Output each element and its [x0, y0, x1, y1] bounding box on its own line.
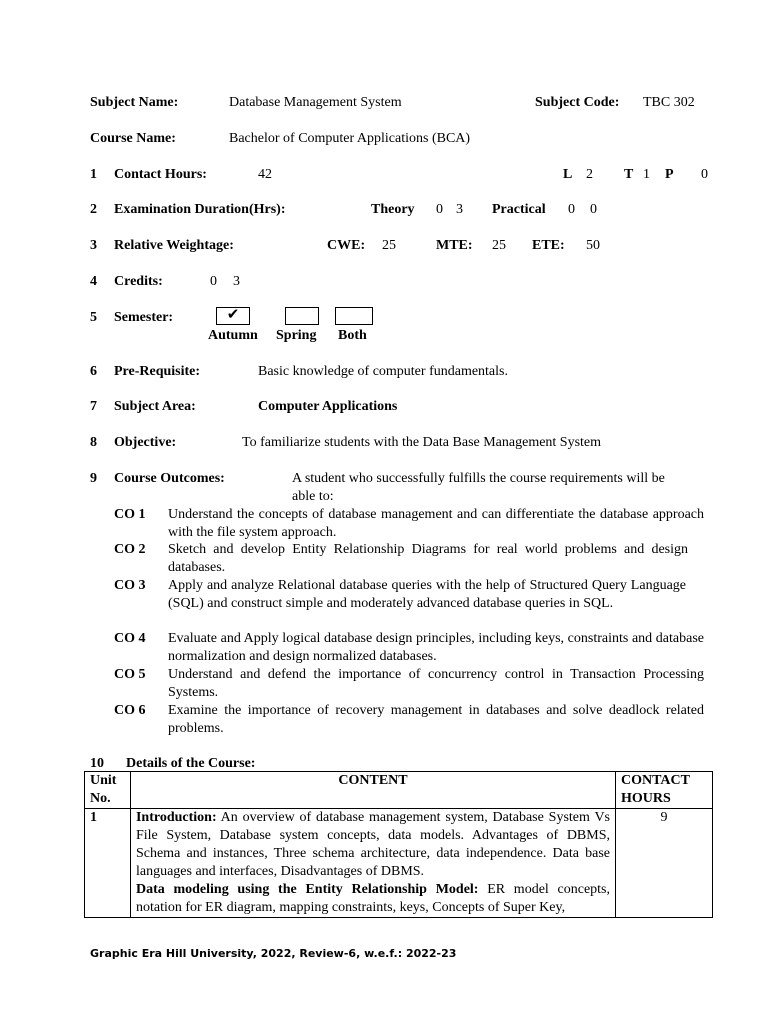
co-text: Evaluate and Apply logical database design principles, including keys, constraints and database normalization and design normalized databases. — [168, 631, 704, 664]
course-outcomes-label: Course Outcomes: — [114, 471, 225, 486]
credits-digit: 3 — [233, 274, 240, 289]
table-row — [85, 809, 713, 918]
item-number: 10 — [90, 756, 104, 771]
co-code: CO 6 — [114, 703, 146, 718]
item-number: 3 — [90, 238, 97, 253]
co-code: CO 2 — [114, 542, 146, 557]
tutorial-label: T — [624, 167, 634, 182]
lecture-value: 2 — [586, 167, 593, 182]
unit-heading: Data modeling using the Entity Relationship Model: — [135, 882, 479, 897]
mte-label: MTE: — [436, 238, 473, 253]
co-code: CO 5 — [114, 667, 146, 682]
practical-duration-label: Practical — [492, 202, 546, 217]
cwe-value: 25 — [382, 238, 396, 253]
practical-value: 0 — [701, 167, 708, 182]
table-header-row — [85, 772, 713, 809]
subject-area-value: Computer Applications — [258, 399, 398, 414]
semester-autumn-checkbox[interactable] — [216, 307, 250, 325]
cwe-label: CWE: — [327, 238, 366, 253]
exam-duration-label: Examination Duration(Hrs): — [114, 202, 286, 217]
ete-label: ETE: — [532, 238, 565, 253]
objective-value: To familiarize students with the Data Base Management System — [242, 435, 602, 450]
credits-label: Credits: — [114, 274, 163, 289]
course-name-value: Bachelor of Computer Applications (BCA) — [229, 131, 471, 146]
objective-label: Objective: — [114, 435, 177, 450]
course-outcomes-intro: A student who successfully fulfills the course requirements will be — [292, 471, 665, 486]
check-icon: ✔ — [226, 305, 240, 323]
practical-digit: 0 — [590, 202, 597, 217]
unit-text: An overview of database management system, Database System Vs File System, Database system concepts, data models. Advantages of DBMS, Schema and instances, Three schema architecture, data independence. Data base languages and interfaces, Disadvantages of DBMS. — [135, 810, 611, 879]
course-details-label: Details of the Course: — [126, 756, 256, 771]
course-name-label: Course Name: — [90, 131, 176, 146]
mte-value: 25 — [492, 238, 506, 253]
co-text: Apply and analyze Relational database queries with the help of Structured Query Language (SQL) and construct simple and moderately advanced database queries in SQL. — [168, 578, 686, 611]
column-header-unit — [85, 772, 131, 809]
course-outcomes-intro: able to: — [292, 489, 334, 504]
co-code: CO 3 — [114, 578, 146, 593]
item-number: 7 — [90, 399, 97, 414]
unit-header-line: Unit — [90, 773, 117, 788]
credits-digit: 0 — [210, 274, 217, 289]
contact-hours-value: 42 — [258, 167, 272, 182]
unit-header-line: No. — [90, 791, 111, 806]
page-footer: Graphic Era Hill University, 2022, Review-6, w.e.f.: 2022-23 — [90, 947, 457, 960]
item-number: 8 — [90, 435, 97, 450]
unit-text: ER model concepts, notation for ER diagram, mapping constraints, keys, Concepts of Super Key, — [135, 882, 611, 915]
subject-name-value: Database Management System — [229, 95, 402, 110]
co-text: Sketch and develop Entity Relationship Diagrams for real world problems and design databases. — [168, 542, 688, 575]
item-number: 2 — [90, 202, 97, 217]
item-number: 5 — [90, 310, 97, 325]
unit-heading: Introduction: — [135, 810, 217, 825]
column-header-hours — [616, 772, 713, 809]
contact-hours-cell: 9 — [616, 809, 713, 918]
unit-number: 1 — [85, 809, 131, 918]
item-number: 4 — [90, 274, 97, 289]
hours-header-line: CONTACT — [621, 773, 690, 788]
co-text: Understand the concepts of database management and can differentiate the database approach with the file system approach. — [168, 507, 704, 540]
co-text: Examine the importance of recovery management in databases and solve deadlock related problems. — [168, 703, 704, 736]
tutorial-value: 1 — [643, 167, 650, 182]
subject-area-label: Subject Area: — [114, 399, 196, 414]
practical-label: P — [665, 167, 674, 182]
semester-both-checkbox[interactable] — [335, 307, 373, 325]
co-text: Understand and defend the importance of concurrency control in Transaction Processing Systems. — [168, 667, 704, 700]
subject-name-label: Subject Name: — [90, 95, 179, 110]
semester-option-autumn: Autumn — [208, 328, 258, 343]
hours-header-line: HOURS — [621, 791, 671, 806]
theory-digit: 0 — [436, 202, 443, 217]
theory-label: Theory — [371, 202, 415, 217]
theory-digit: 3 — [456, 202, 463, 217]
contact-hours-label: Contact Hours: — [114, 167, 207, 182]
semester-label: Semester: — [114, 310, 174, 325]
ete-value: 50 — [586, 238, 600, 253]
prerequisite-label: Pre-Requisite: — [114, 364, 201, 379]
course-details-table — [84, 771, 713, 918]
column-header-content: CONTENT — [130, 772, 615, 809]
subject-code-label: Subject Code: — [535, 95, 620, 110]
semester-option-spring: Spring — [276, 328, 317, 343]
practical-digit: 0 — [568, 202, 575, 217]
co-code: CO 4 — [114, 631, 146, 646]
item-number: 1 — [90, 167, 97, 182]
semester-spring-checkbox[interactable] — [285, 307, 319, 325]
weightage-label: Relative Weightage: — [114, 238, 234, 253]
item-number: 9 — [90, 471, 97, 486]
co-code: CO 1 — [114, 507, 146, 522]
item-number: 6 — [90, 364, 97, 379]
lecture-label: L — [563, 167, 573, 182]
unit-content — [130, 809, 615, 918]
prerequisite-value: Basic knowledge of computer fundamentals. — [258, 364, 508, 379]
semester-option-both: Both — [338, 328, 367, 343]
subject-code-value: TBC 302 — [643, 95, 695, 110]
